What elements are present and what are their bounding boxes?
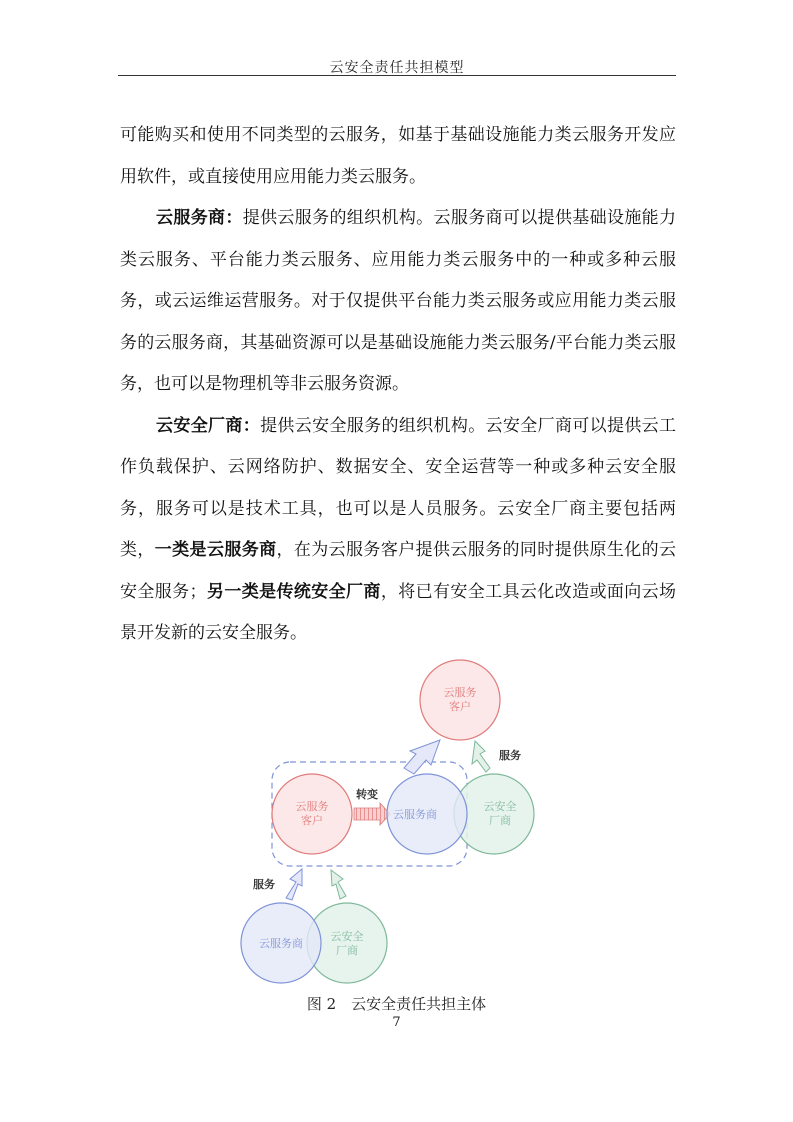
term-cloud-provider: 云服务商： [156,208,243,228]
transform-arrow [354,803,390,825]
arrow-provider-to-customer [404,740,440,774]
mid-customer-label-1: 云服务 [295,800,329,813]
security-vendor-definition-2: ，在为云服务客户提供云服务的同时提供原生化的云安全服务； [120,540,677,602]
arrow-bottom-provider-up [286,869,302,900]
running-header: 云安全责任共担模型 [329,60,465,76]
mid-provider-label: 云服务商 [393,808,437,821]
paragraph-1: 可能购买和使用不同类型的云服务，如基于基础设施能力类云服务开发应用软件，或直接使用应用能力类云服务。 [120,125,676,187]
security-vendor-definition-1: 提供云安全服务的组织机构。云安全厂商可以提供云工作负载保护、云网络防护、数据安全、安全运营等一种或多种云安全服务，服务可以是技术工具，也可以是人员服务。云安全厂商主要包括两类， [120,415,677,560]
page-number: 7 [392,1015,401,1030]
term-security-vendor: 云安全厂商： [156,415,261,436]
shared-responsibility-diagram [232,650,552,990]
bottom-provider-label: 云服务商 [259,937,303,950]
security-vendor-definition-3: ，将已有安全工具云化改造或面向云场景开发新的云安全服务。 [120,581,677,643]
header-rule [118,75,676,76]
emphasis-traditional-vendor: 另一类是传统安全厂商 [206,581,381,602]
service-label-top: 服务 [499,749,521,762]
service-label-left: 服务 [253,878,275,891]
mid-vendor-label-1: 云安全 [483,800,517,813]
top-customer-label-2: 客户 [449,700,471,713]
mid-customer-label-2: 客户 [301,814,323,827]
figure-caption: 图 2 云安全责任共担主体 [306,995,487,1013]
mid-vendor-label-2: 厂商 [489,814,511,827]
body-text [120,115,676,655]
bottom-vendor-label-1: 云安全 [330,930,364,943]
arrow-vendor-to-customer [472,741,490,772]
arrow-bottom-vendor-up [331,870,346,899]
paragraph-cloud-provider [120,198,676,406]
cloud-provider-definition: 提供云服务的组织机构。云服务商可以提供基础设施能力类云服务、平台能力类云服务、应用能力类云服务中的一种或多种云服务，或云运维运营服务。对于仅提供平台能力类云服务或应用能力类云服务的云服务商，其基础资源可以是基础设施能力类云服务/平台能力类云服务，也可以是物理机等非云服务资源。 [120,208,677,394]
bottom-vendor-label-2: 厂商 [336,944,358,957]
paragraph-security-vendor [120,406,676,655]
transform-label: 转变 [356,788,378,801]
top-customer-label-1: 云服务 [443,686,477,699]
emphasis-cloud-provider: 一类是云服务商 [154,540,277,560]
